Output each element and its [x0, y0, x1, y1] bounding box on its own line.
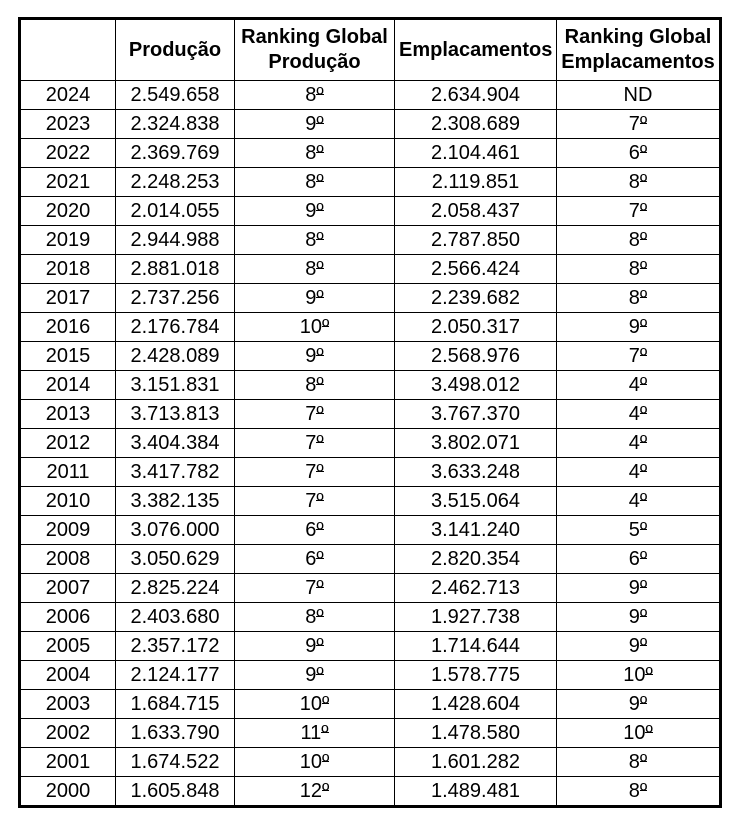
ordinal-indicator: º	[639, 112, 648, 135]
table-row	[20, 81, 721, 110]
producao-cell: 1.684.715	[116, 690, 235, 719]
ordinal-indicator: º	[321, 779, 330, 802]
ordinal-indicator: º	[316, 518, 324, 541]
ordinal-indicator: º	[639, 344, 648, 367]
ranking-global-producao-cell: 9º	[235, 661, 395, 690]
year-cell: 2011	[20, 458, 116, 487]
ordinal-indicator: º	[316, 257, 324, 280]
emplacamentos-cell: 1.489.481	[395, 777, 557, 807]
emplacamentos-cell: 2.820.354	[395, 545, 557, 574]
table-row	[20, 719, 721, 748]
year-cell: 2002	[20, 719, 116, 748]
ranking-global-producao-cell: 7º	[235, 487, 395, 516]
emplacamentos-cell: 2.050.317	[395, 313, 557, 342]
ranking-global-emplacamentos-cell: 8º	[557, 168, 721, 197]
ordinal-indicator: º	[316, 112, 324, 135]
emplacamentos-cell: 1.927.738	[395, 603, 557, 632]
ordinal-indicator: º	[639, 605, 648, 628]
ranking-global-emplacamentos-cell: 9º	[557, 313, 721, 342]
ranking-global-emplacamentos-cell: 8º	[557, 748, 721, 777]
ordinal-indicator: º	[316, 199, 324, 222]
year-cell: 2022	[20, 139, 116, 168]
production-ranking-table-container	[18, 17, 722, 808]
table-row	[20, 284, 721, 313]
table-row	[20, 371, 721, 400]
table-row	[20, 487, 721, 516]
producao-cell: 2.737.256	[116, 284, 235, 313]
ordinal-indicator: º	[639, 170, 648, 193]
table-row	[20, 690, 721, 719]
ordinal-indicator: º	[316, 605, 324, 628]
producao-cell: 2.176.784	[116, 313, 235, 342]
ordinal-indicator: º	[639, 518, 648, 541]
year-cell: 2019	[20, 226, 116, 255]
emplacamentos-cell: 1.714.644	[395, 632, 557, 661]
ranking-global-producao-cell: 9º	[235, 342, 395, 371]
emplacamentos-cell: 1.478.580	[395, 719, 557, 748]
year-cell: 2018	[20, 255, 116, 284]
emplacamentos-cell: 2.239.682	[395, 284, 557, 313]
table-row	[20, 197, 721, 226]
ranking-global-producao-cell: 8º	[235, 168, 395, 197]
ordinal-indicator: º	[639, 373, 648, 396]
ranking-global-producao-cell: 9º	[235, 197, 395, 226]
table-row	[20, 168, 721, 197]
producao-cell: 2.357.172	[116, 632, 235, 661]
emplacamentos-cell: 2.634.904	[395, 81, 557, 110]
ordinal-indicator: º	[316, 663, 324, 686]
ranking-global-producao-column-header: Ranking Global Produção	[235, 19, 395, 81]
producao-cell: 2.428.089	[116, 342, 235, 371]
table-row	[20, 458, 721, 487]
ordinal-indicator: º	[639, 547, 648, 570]
ranking-global-producao-cell: 8º	[235, 226, 395, 255]
year-cell: 2020	[20, 197, 116, 226]
production-ranking-table	[18, 17, 722, 808]
table-row	[20, 603, 721, 632]
emplacamentos-cell: 3.498.012	[395, 371, 557, 400]
ranking-global-emplacamentos-cell: 4º	[557, 487, 721, 516]
ordinal-indicator: º	[316, 286, 324, 309]
producao-cell: 3.417.782	[116, 458, 235, 487]
table-row	[20, 661, 721, 690]
year-cell: 2012	[20, 429, 116, 458]
table-row	[20, 574, 721, 603]
producao-column-header: Produção	[116, 19, 235, 81]
ordinal-indicator: º	[639, 576, 648, 599]
producao-cell: 2.881.018	[116, 255, 235, 284]
table-row	[20, 516, 721, 545]
producao-cell: 3.151.831	[116, 371, 235, 400]
ranking-global-emplacamentos-cell: 4º	[557, 400, 721, 429]
table-header	[20, 19, 721, 81]
ordinal-indicator: º	[316, 344, 324, 367]
ordinal-indicator: º	[316, 228, 324, 251]
emplacamentos-cell: 3.633.248	[395, 458, 557, 487]
ranking-global-producao-cell: 7º	[235, 429, 395, 458]
year-cell: 2003	[20, 690, 116, 719]
ranking-global-emplacamentos-cell: 10º	[557, 719, 721, 748]
table-row	[20, 226, 721, 255]
year-cell: 2000	[20, 777, 116, 807]
emplacamentos-cell: 1.428.604	[395, 690, 557, 719]
producao-cell: 2.549.658	[116, 81, 235, 110]
emplacamentos-cell: 2.787.850	[395, 226, 557, 255]
ranking-global-emplacamentos-column-header: Ranking Global Emplacamentos	[557, 19, 721, 81]
ordinal-indicator: º	[316, 141, 324, 164]
emplacamentos-cell: 1.578.775	[395, 661, 557, 690]
ranking-global-producao-cell: 8º	[235, 371, 395, 400]
table-row	[20, 139, 721, 168]
producao-cell: 3.404.384	[116, 429, 235, 458]
ranking-global-producao-cell: 7º	[235, 458, 395, 487]
ranking-global-producao-cell: 8º	[235, 81, 395, 110]
producao-cell: 3.713.813	[116, 400, 235, 429]
year-cell: 2005	[20, 632, 116, 661]
emplacamentos-cell: 2.308.689	[395, 110, 557, 139]
ordinal-indicator: º	[316, 634, 324, 657]
ranking-global-producao-cell: 9º	[235, 284, 395, 313]
ordinal-indicator: º	[316, 431, 324, 454]
year-cell: 2015	[20, 342, 116, 371]
ordinal-indicator: º	[316, 460, 324, 483]
ordinal-indicator: º	[639, 489, 648, 512]
ordinal-indicator: º	[639, 402, 648, 425]
ranking-global-producao-cell: 7º	[235, 400, 395, 429]
emplacamentos-cell: 3.802.071	[395, 429, 557, 458]
ranking-global-emplacamentos-cell: 9º	[557, 690, 721, 719]
table-row	[20, 255, 721, 284]
ranking-global-producao-cell: 9º	[235, 632, 395, 661]
year-cell: 2006	[20, 603, 116, 632]
ranking-global-emplacamentos-cell: 7º	[557, 110, 721, 139]
year-cell: 2009	[20, 516, 116, 545]
ranking-global-producao-cell: 10º	[235, 690, 395, 719]
ranking-global-emplacamentos-cell: 6º	[557, 139, 721, 168]
ordinal-indicator: º	[316, 489, 324, 512]
emplacamentos-cell: 2.058.437	[395, 197, 557, 226]
ranking-global-producao-cell: 8º	[235, 139, 395, 168]
ordinal-indicator: º	[316, 576, 324, 599]
ranking-global-emplacamentos-cell: 8º	[557, 226, 721, 255]
ordinal-indicator: º	[316, 170, 324, 193]
emplacamentos-cell: 3.515.064	[395, 487, 557, 516]
ranking-global-emplacamentos-cell: 9º	[557, 574, 721, 603]
emplacamentos-cell: 1.601.282	[395, 748, 557, 777]
table-row	[20, 777, 721, 807]
year-cell: 2007	[20, 574, 116, 603]
year-cell: 2004	[20, 661, 116, 690]
ranking-global-emplacamentos-cell: 8º	[557, 284, 721, 313]
producao-cell: 3.050.629	[116, 545, 235, 574]
table-row	[20, 400, 721, 429]
ranking-global-producao-cell: 8º	[235, 255, 395, 284]
ranking-global-producao-cell: 12º	[235, 777, 395, 807]
ranking-global-producao-cell: 10º	[235, 313, 395, 342]
producao-cell: 3.076.000	[116, 516, 235, 545]
producao-cell: 1.674.522	[116, 748, 235, 777]
year-cell: 2001	[20, 748, 116, 777]
table-body	[20, 81, 721, 807]
ordinal-indicator: º	[639, 199, 648, 222]
year-cell: 2010	[20, 487, 116, 516]
ordinal-indicator: º	[321, 750, 330, 773]
ranking-global-emplacamentos-cell: 8º	[557, 255, 721, 284]
ordinal-indicator: º	[639, 692, 648, 715]
ranking-global-emplacamentos-cell: 10º	[557, 661, 721, 690]
table-row	[20, 110, 721, 139]
producao-cell: 2.124.177	[116, 661, 235, 690]
emplacamentos-cell: 3.767.370	[395, 400, 557, 429]
table-row	[20, 545, 721, 574]
ordinal-indicator: º	[639, 460, 648, 483]
producao-cell: 2.944.988	[116, 226, 235, 255]
ordinal-indicator: º	[639, 431, 648, 454]
ranking-global-emplacamentos-cell: 7º	[557, 342, 721, 371]
emplacamentos-cell: 2.119.851	[395, 168, 557, 197]
ordinal-indicator: º	[645, 663, 653, 686]
ordinal-indicator: º	[316, 83, 324, 106]
table-row	[20, 313, 721, 342]
ordinal-indicator: º	[639, 634, 648, 657]
ranking-global-emplacamentos-cell: 4º	[557, 371, 721, 400]
ranking-global-emplacamentos-cell: 9º	[557, 632, 721, 661]
year-cell: 2013	[20, 400, 116, 429]
ranking-global-emplacamentos-cell: 4º	[557, 429, 721, 458]
ranking-global-emplacamentos-cell: ND	[557, 81, 721, 110]
ordinal-indicator: º	[316, 373, 324, 396]
ranking-global-producao-cell: 10º	[235, 748, 395, 777]
ranking-global-emplacamentos-cell: 6º	[557, 545, 721, 574]
ordinal-indicator: º	[316, 547, 324, 570]
header-row	[20, 19, 721, 81]
year-cell: 2008	[20, 545, 116, 574]
ranking-global-producao-cell: 11º	[235, 719, 395, 748]
year-cell: 2024	[20, 81, 116, 110]
ordinal-indicator: º	[645, 721, 653, 744]
ordinal-indicator: º	[639, 257, 648, 280]
producao-cell: 2.014.055	[116, 197, 235, 226]
producao-cell: 2.324.838	[116, 110, 235, 139]
emplacamentos-column-header: Emplacamentos	[395, 19, 557, 81]
producao-cell: 3.382.135	[116, 487, 235, 516]
ordinal-indicator: º	[639, 315, 648, 338]
ranking-global-producao-cell: 6º	[235, 545, 395, 574]
ranking-global-emplacamentos-cell: 7º	[557, 197, 721, 226]
table-row	[20, 632, 721, 661]
emplacamentos-cell: 2.566.424	[395, 255, 557, 284]
producao-cell: 2.248.253	[116, 168, 235, 197]
year-cell: 2016	[20, 313, 116, 342]
ordinal-indicator: º	[639, 141, 648, 164]
year-column-header	[20, 19, 116, 81]
year-cell: 2014	[20, 371, 116, 400]
ranking-global-emplacamentos-cell: 8º	[557, 777, 721, 807]
year-cell: 2017	[20, 284, 116, 313]
ordinal-indicator: º	[639, 286, 648, 309]
producao-cell: 1.633.790	[116, 719, 235, 748]
ordinal-indicator: º	[321, 692, 330, 715]
ordinal-indicator: º	[321, 721, 329, 744]
ranking-global-producao-cell: 6º	[235, 516, 395, 545]
ranking-global-emplacamentos-cell: 9º	[557, 603, 721, 632]
ranking-global-emplacamentos-cell: 4º	[557, 458, 721, 487]
ordinal-indicator: º	[639, 228, 648, 251]
table-row	[20, 342, 721, 371]
producao-cell: 2.403.680	[116, 603, 235, 632]
emplacamentos-cell: 2.462.713	[395, 574, 557, 603]
producao-cell: 2.825.224	[116, 574, 235, 603]
ordinal-indicator: º	[639, 750, 648, 773]
producao-cell: 2.369.769	[116, 139, 235, 168]
emplacamentos-cell: 2.104.461	[395, 139, 557, 168]
ranking-global-producao-cell: 8º	[235, 603, 395, 632]
ordinal-indicator: º	[316, 402, 324, 425]
producao-cell: 1.605.848	[116, 777, 235, 807]
ranking-global-emplacamentos-cell: 5º	[557, 516, 721, 545]
table-row	[20, 748, 721, 777]
ranking-global-producao-cell: 9º	[235, 110, 395, 139]
ordinal-indicator: º	[639, 779, 648, 802]
emplacamentos-cell: 3.141.240	[395, 516, 557, 545]
ranking-global-producao-cell: 7º	[235, 574, 395, 603]
year-cell: 2021	[20, 168, 116, 197]
year-cell: 2023	[20, 110, 116, 139]
table-row	[20, 429, 721, 458]
ordinal-indicator: º	[321, 315, 330, 338]
emplacamentos-cell: 2.568.976	[395, 342, 557, 371]
